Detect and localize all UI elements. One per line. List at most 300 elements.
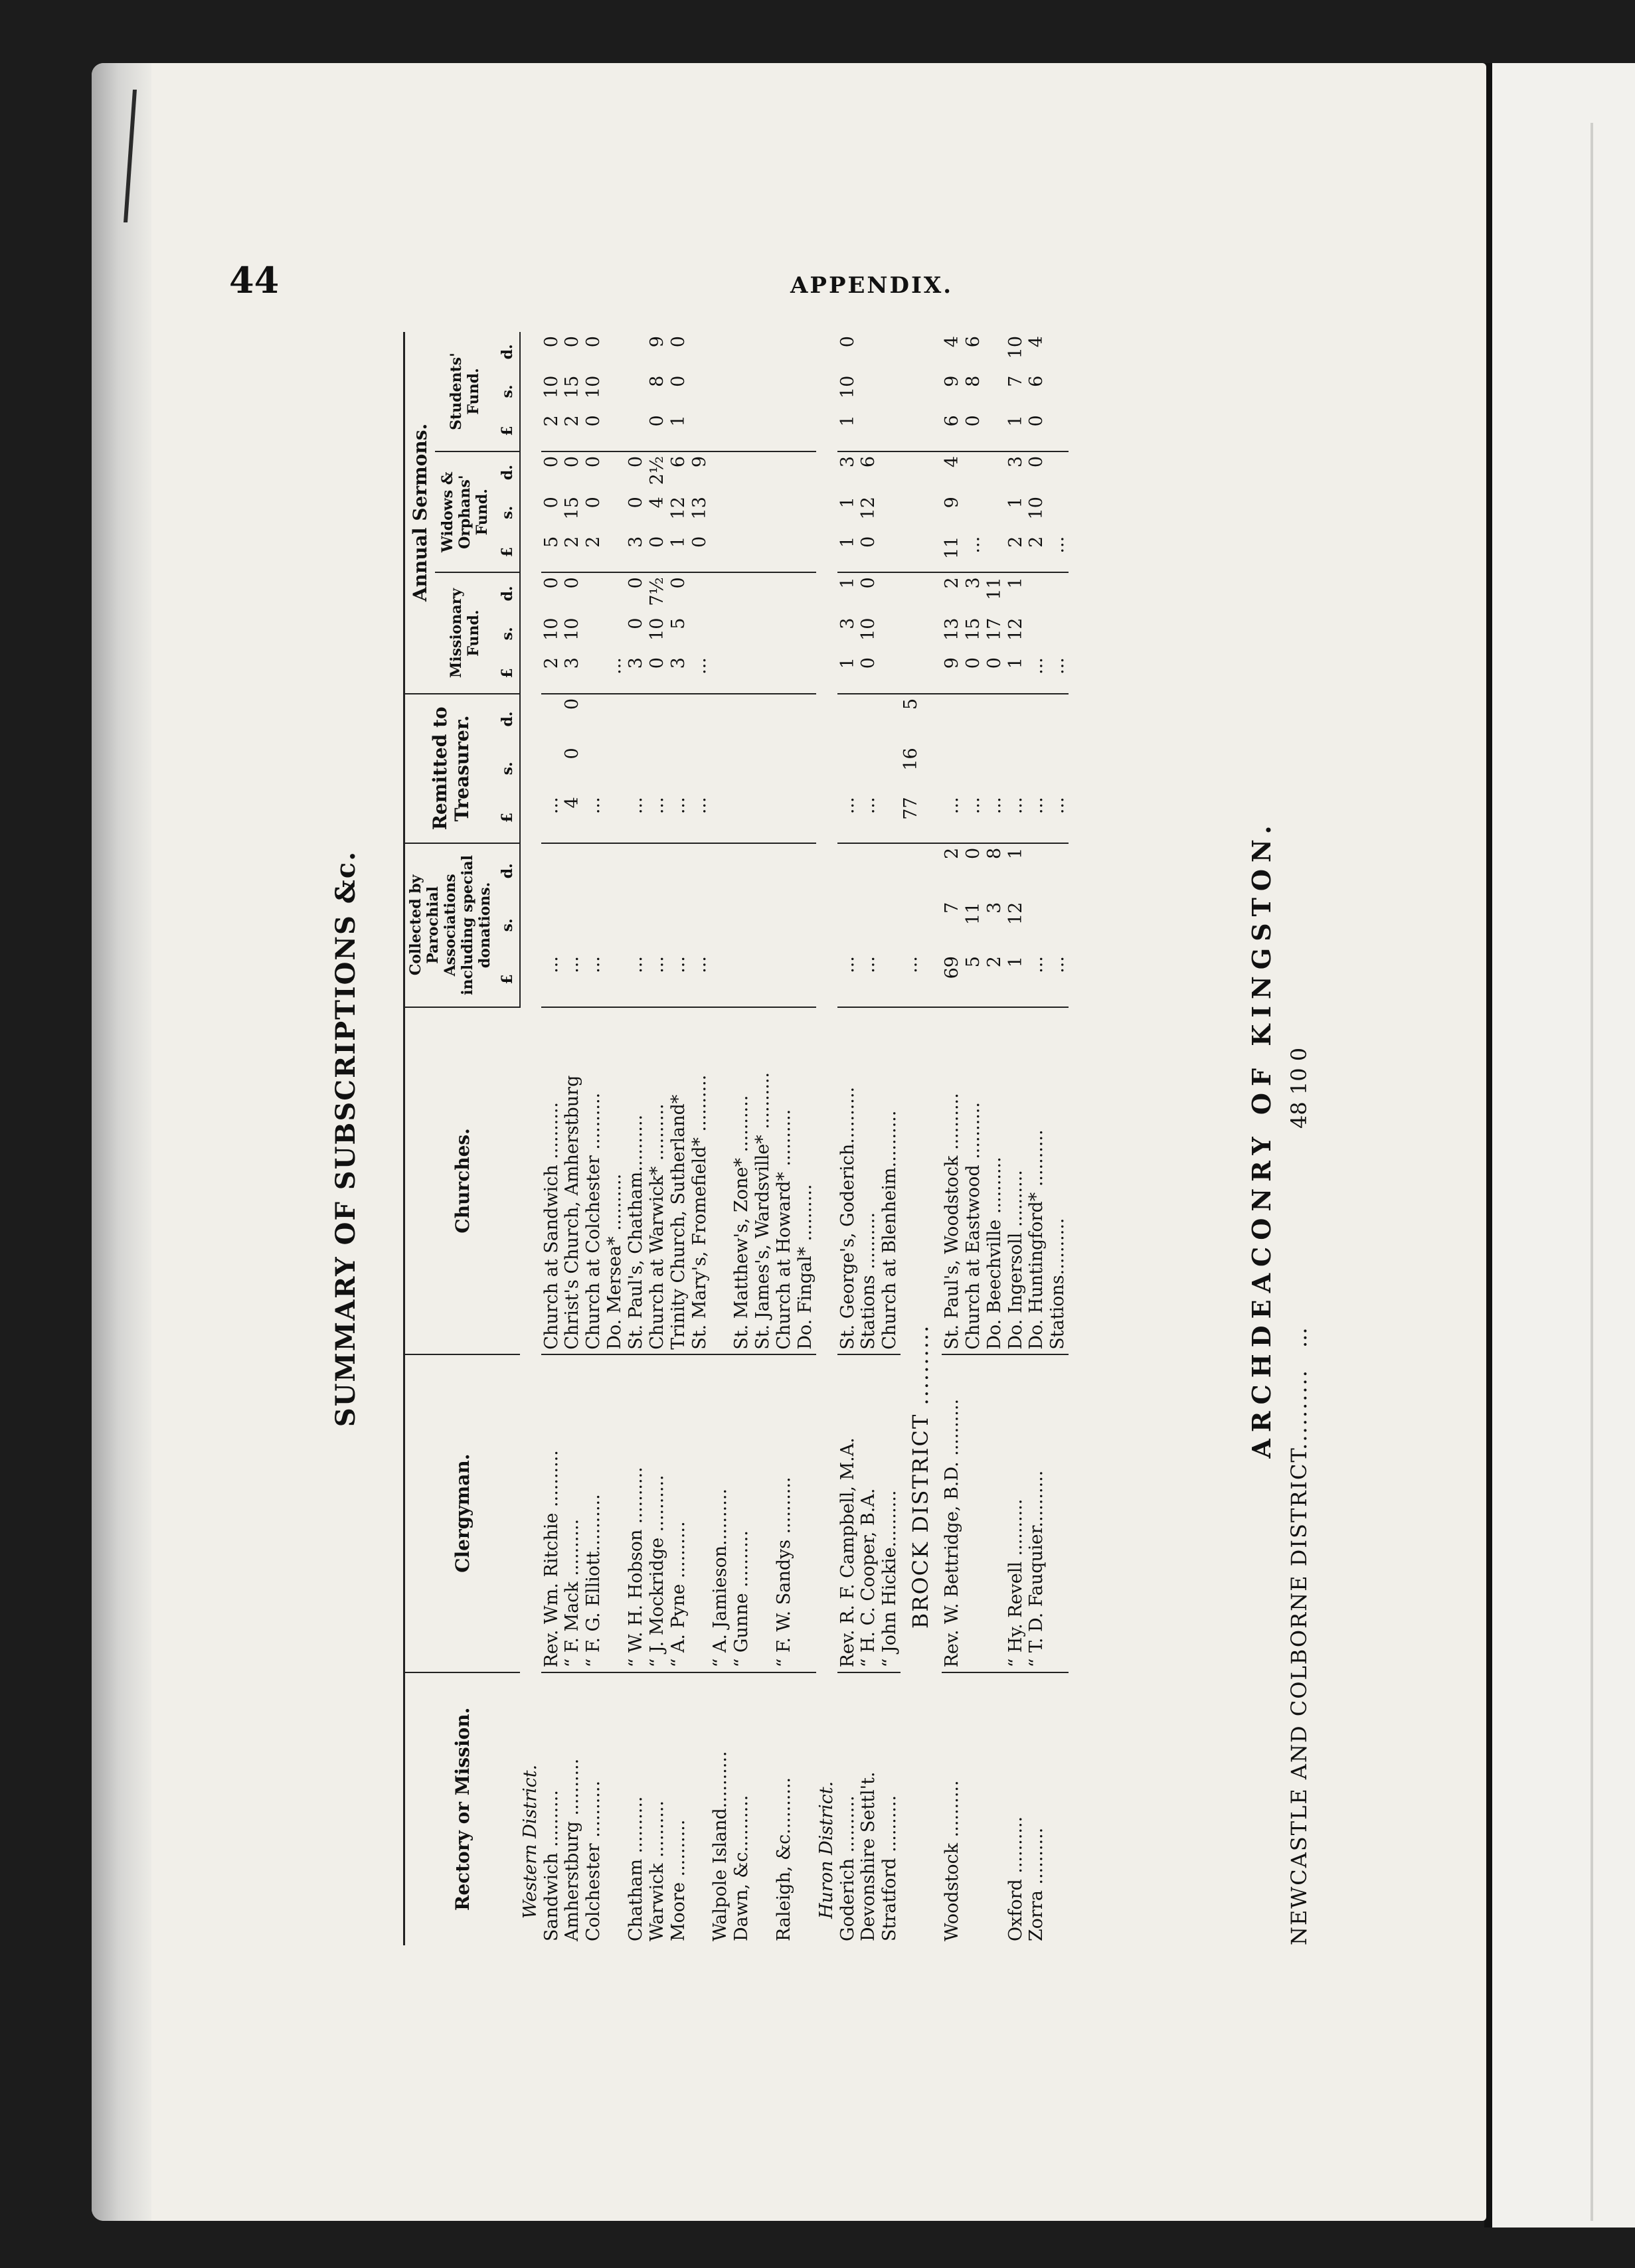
table-row [731,332,752,1945]
header-collected: Collected by Parochial Associations including special donations. [405,843,497,1007]
empty-cell [901,332,942,372]
collected-amount [879,843,901,898]
students-amount: 0 [667,375,689,387]
table-body [520,332,1069,1945]
collected-amount [901,898,942,952]
table-row [879,332,901,1945]
missionary-amount: 0 [667,577,689,589]
empty-cell [901,572,942,613]
missionary-amount: 13 [941,617,962,641]
collected-amount [604,843,626,898]
collected-amount [752,898,774,952]
collected-amount: ... [858,952,879,1007]
collected-amount [1026,843,1047,898]
header-missionary: Missionary Fund. [435,572,497,693]
collected-amount: 3 [984,902,1005,914]
students-amount: 6 [962,336,984,348]
widows-amount [879,451,901,493]
table-row [520,332,541,1945]
remitted-amount [689,744,711,793]
widows-amount [795,493,816,532]
remitted-amount: 0 [562,698,583,710]
remitted-amount [774,793,795,843]
empty-cell [901,493,942,532]
remitted-amount [752,694,774,744]
table-row [626,332,647,1945]
collected-amount: ... [1047,952,1069,1007]
collected-amount: ... [668,952,689,1007]
remitted-amount [583,744,604,793]
missionary-amount: 9 [942,653,963,694]
students-amount: 10 [837,375,858,399]
church-cell: Church at Howard* .......... [774,1007,795,1354]
widows-amount: 11 [942,532,963,573]
collected-amount [879,898,901,952]
students-amount: 0 [1026,411,1047,451]
clergyman-cell: “ F. Mack .......... [562,1354,583,1672]
missionary-amount: ... [1026,653,1047,694]
clergyman-cell [1047,1354,1069,1672]
students-amount: 10 [1005,336,1026,359]
missionary-amount: 0 [626,617,647,629]
remitted-amount: 0 [562,748,583,760]
remitted-amount [668,744,689,793]
missionary-amount [583,614,604,654]
money-unit-header: s. [497,493,520,532]
collected-amount [837,898,859,952]
rectory-cell: Walpole Island.......... [710,1751,731,1941]
collected-amount [795,898,816,952]
widows-amount: 4 [646,497,667,509]
students-amount [604,411,626,451]
table-row [858,332,879,1945]
collected-amount [541,898,562,952]
clergyman-cell: “ J. Mockridge .......... [647,1354,668,1672]
facing-page [1491,63,1635,2228]
widows-amount: 6 [858,455,879,468]
widows-amount [984,532,1005,573]
church-cell: Do. Huntingford* .......... [1026,1007,1047,1354]
clergyman-cell [689,1354,711,1672]
church-cell: Church at Blenheim.......... [879,1007,901,1354]
missionary-amount: 0 [984,653,1005,694]
table-row [562,332,583,1945]
empty-cell [901,451,942,493]
widows-amount: 10 [1026,497,1047,520]
rectory-cell [1047,1672,1069,1945]
students-amount: 4 [1026,336,1047,348]
widows-amount: 0 [626,497,647,509]
students-amount [795,411,816,451]
collected-amount [1047,843,1069,898]
clergyman-cell: “ W. H. Hobson .......... [626,1354,647,1672]
missionary-amount: 3 [837,617,858,629]
remitted-amount [647,744,668,793]
widows-amount [604,493,626,532]
rectory-cell [752,1672,774,1945]
remitted-amount [858,744,879,793]
widows-amount: 13 [689,497,710,520]
collected-amount: ... [1026,952,1047,1007]
students-amount [774,332,795,372]
widows-amount: 0 [1026,455,1047,468]
empty-cell [901,653,942,694]
collected-amount [562,898,583,952]
collected-amount [604,898,626,952]
collected-amount [583,843,604,898]
collected-amount: 2 [984,952,1005,1007]
missionary-amount: 0 [858,577,879,589]
remitted-amount [731,793,752,843]
rectory-cell: Moore .......... [667,1819,689,1941]
rectory-cell: Dawn, &c.......... [731,1795,752,1941]
table-row [1005,332,1027,1945]
students-amount: 0 [837,336,858,348]
collected-amount [774,952,795,1007]
missionary-amount [752,572,774,613]
students-amount [710,372,731,412]
rectory-cell: Amherstburg .......... [562,1758,583,1941]
widows-amount: 3 [837,455,858,468]
students-amount [879,411,901,451]
students-amount [604,372,626,412]
newcastle-district-label: NEWCASTLE AND COLBORNE DISTRICT.......... [1286,1369,1312,1945]
newcastle-remitted: 48 10 0 [1286,1047,1312,1129]
missionary-amount: 5 [667,617,689,629]
missionary-amount: 1 [1005,653,1027,694]
students-amount [774,372,795,412]
widows-amount [731,532,752,573]
clergyman-cell: “ T. D. Fauquier.......... [1026,1354,1047,1672]
remitted-amount [604,744,626,793]
students-amount: 4 [941,336,962,348]
header-clergyman: Clergyman. [405,1354,520,1672]
remitted-amount [984,694,1005,744]
missionary-amount [710,572,731,613]
widows-amount [731,493,752,532]
widows-amount: 0 [562,455,583,468]
collected-amount [710,898,731,952]
collected-amount [795,952,816,1007]
collected-amount [710,843,731,898]
money-unit-header: s. [497,898,520,952]
missionary-amount: 0 [626,577,647,589]
remitted-amount: ... [689,793,711,843]
students-amount [710,411,731,451]
students-amount: 6 [942,411,963,451]
remitted-amount [837,744,859,793]
rectory-cell: Raleigh, &c.......... [774,1777,795,1941]
widows-amount [752,451,774,493]
missionary-amount: 15 [962,617,984,641]
widows-amount: 2 [583,532,604,573]
students-amount [689,372,711,412]
remitted-amount [731,694,752,744]
missionary-amount [879,653,901,694]
students-amount [626,372,647,412]
district-subheading: Huron District. [816,1781,837,1919]
remitted-amount [879,793,901,843]
collected-amount: ... [689,952,711,1007]
missionary-amount: ... [604,653,626,694]
missionary-amount [1026,572,1047,613]
collected-amount [774,843,795,898]
widows-amount [710,532,731,573]
remitted-amount [1005,744,1027,793]
header-rectory: Rectory or Mission. [451,1707,473,1911]
table-row [1047,332,1069,1945]
students-amount: 7 [1005,375,1026,387]
clergyman-cell: “ F. G. Elliott.......... [583,1354,604,1672]
remitted-amount [626,694,647,744]
students-amount [774,411,795,451]
clergyman-cell: Rev. Wm. Ritchie .......... [541,1354,562,1672]
rotated-summary-table [330,332,1312,1945]
remitted-amount [647,694,668,744]
page-number: 44 [229,259,280,301]
missionary-amount: 0 [541,577,562,589]
collected-amount [1047,898,1069,952]
widows-amount [752,493,774,532]
missionary-amount [604,572,626,613]
church-cell: St. Paul's, Chatham.......... [626,1007,647,1354]
widows-amount: 5 [541,532,562,573]
remitted-amount [879,694,901,744]
remitted-amount: ... [668,793,689,843]
remitted-amount: ... [626,793,647,843]
students-amount: 10 [583,375,604,399]
students-amount [731,411,752,451]
church-cell: St. Mary's, Fromefield* .......... [689,1007,711,1354]
widows-amount: 2 [1005,532,1027,573]
running-head: APPENDIX. [790,272,954,299]
collected-amount [689,843,711,898]
missionary-amount: 2 [541,653,562,694]
church-cell: Trinity Church, Sutherland* [668,1007,689,1354]
widows-amount: 0 [647,532,668,573]
remitted-amount [963,694,984,744]
widows-amount: 4 [941,455,962,468]
remitted-amount [1026,694,1047,744]
table-row [541,332,562,1945]
widows-amount: 0 [541,497,562,509]
widows-amount: 6 [667,455,689,468]
missionary-amount: 1 [837,653,859,694]
missionary-amount [710,653,731,694]
church-cell: Do. Fingal* .......... [795,1007,816,1354]
students-amount [731,332,752,372]
students-amount: 1 [837,411,859,451]
collected-amount [562,843,583,898]
missionary-amount: 1 [1005,577,1026,589]
missionary-amount: 3 [562,653,583,694]
widows-amount: 0 [626,455,647,468]
clergyman-cell: “ H. C. Cooper, B.A. [858,1354,879,1672]
students-amount [752,411,774,451]
students-amount: 0 [541,336,562,348]
table-row [668,332,689,1945]
money-unit-header: s. [497,614,520,654]
church-cell: Church at Eastwood .......... [963,1007,984,1354]
money-unit-header: £ [497,532,520,573]
missionary-amount: 12 [1005,617,1026,641]
missionary-amount [604,614,626,654]
widows-amount: 0 [583,497,604,509]
remitted-amount [942,744,963,793]
remitted-amount [795,744,816,793]
remitted-amount [710,793,731,843]
widows-amount [1047,493,1069,532]
church-cell: St. George's, Goderich.......... [837,1007,859,1354]
collected-amount [1026,898,1047,952]
rectory-cell: Sandwich .......... [541,1790,562,1941]
collected-amount [689,898,711,952]
church-cell: St. Paul's, Woodstock .......... [942,1007,963,1354]
remitted-amount [795,793,816,843]
missionary-amount [583,653,604,694]
widows-amount: ... [1047,532,1069,573]
remitted-amount [710,694,731,744]
remitted-amount: ... [942,793,963,843]
church-cell: St. James's, Wardsville* .......... [752,1007,774,1354]
widows-amount: 2½ [646,455,667,485]
remitted-amount [1005,694,1027,744]
missionary-amount [1026,614,1047,654]
widows-amount: 1 [668,532,689,573]
collected-amount [668,843,689,898]
widows-amount [963,493,984,532]
students-amount: 8 [962,375,984,387]
students-amount [879,372,901,412]
widows-amount [1047,451,1069,493]
table-row [816,332,837,1945]
missionary-amount [795,572,816,613]
collected-amount [858,898,879,952]
students-amount [689,411,711,451]
remitted-amount [879,744,901,793]
missionary-amount: 0 [647,653,668,694]
remitted-amount [626,744,647,793]
remitted-amount: ... [583,793,604,843]
widows-amount: 0 [541,455,562,468]
collected-amount: 1 [1005,952,1027,1007]
table-row [837,332,859,1945]
clergyman-cell: “ A. Pyne .......... [668,1354,689,1672]
table-row [752,332,774,1945]
widows-amount: 0 [583,455,604,468]
collected-amount [710,952,731,1007]
money-unit-header: d. [497,694,520,744]
widows-amount [752,532,774,573]
clergyman-cell [604,1354,626,1672]
collected-amount [626,898,647,952]
collected-amount [647,843,668,898]
rectory-cell: Chatham .......... [626,1796,647,1941]
widows-amount [710,451,731,493]
widows-amount [774,532,795,573]
students-amount: 8 [646,375,667,387]
missionary-amount [731,614,752,654]
students-amount: 0 [583,411,604,451]
remitted-amount [604,694,626,744]
remitted-amount [774,744,795,793]
table-row [795,332,816,1945]
students-amount [626,411,647,451]
collected-amount [752,952,774,1007]
widows-amount [984,451,1005,493]
header-widows: Widows & Orphans' Fund. [435,451,497,572]
collected-amount [837,843,859,898]
missionary-amount: 3 [626,653,647,694]
collected-amount: ... [541,952,562,1007]
collected-amount [858,843,879,898]
remitted-amount [731,744,752,793]
students-amount: 15 [562,375,583,399]
widows-amount [774,493,795,532]
students-amount: 1 [668,411,689,451]
table-row [689,332,711,1945]
widows-amount: 3 [626,532,647,573]
missionary-amount [774,572,795,613]
remitted-amount [710,744,731,793]
collected-amount [795,843,816,898]
students-amount: 1 [1005,411,1027,451]
page-spine [92,63,151,2221]
clergyman-cell [963,1354,984,1672]
widows-amount: 12 [858,497,879,520]
widows-amount [879,532,901,573]
students-amount: 2 [541,411,562,451]
students-amount [858,332,879,372]
widows-amount [710,493,731,532]
students-amount: 0 [963,411,984,451]
missionary-amount: ... [689,653,711,694]
newcastle-collected: ... [1286,1327,1312,1348]
remitted-amount: 77 [901,793,942,843]
rectory-cell [963,1672,984,1945]
missionary-amount: 1 [837,577,858,589]
remitted-amount: ... [541,793,562,843]
remitted-amount [963,744,984,793]
missionary-amount: 10 [541,617,562,641]
collected-amount [647,898,668,952]
missionary-amount: 10 [858,617,879,641]
money-unit-header: £ [497,952,520,1007]
remitted-amount: 4 [562,793,583,843]
remitted-amount: ... [1026,793,1047,843]
collected-amount: 69 [942,952,963,1007]
students-amount [1047,332,1069,372]
church-cell: Do. Ingersoll .......... [1005,1007,1027,1354]
collected-amount [731,843,752,898]
missionary-amount: 11 [984,577,1005,600]
missionary-amount [752,653,774,694]
students-amount [689,332,711,372]
subscriptions-table [403,332,1069,1945]
students-amount: 2 [562,411,583,451]
empty-cell [901,372,942,412]
remitted-amount: ... [647,793,668,843]
remitted-amount [541,694,562,744]
clergyman-cell: “ Gunne .......... [731,1354,752,1672]
widows-amount: 1 [1005,497,1026,509]
collected-amount: 8 [984,847,1005,859]
students-amount: 6 [1026,375,1047,387]
collected-amount: 12 [1005,902,1026,926]
church-cell: Do. Beechville .......... [984,1007,1005,1354]
money-unit-header: £ [497,793,520,843]
widows-amount: 9 [941,497,962,509]
